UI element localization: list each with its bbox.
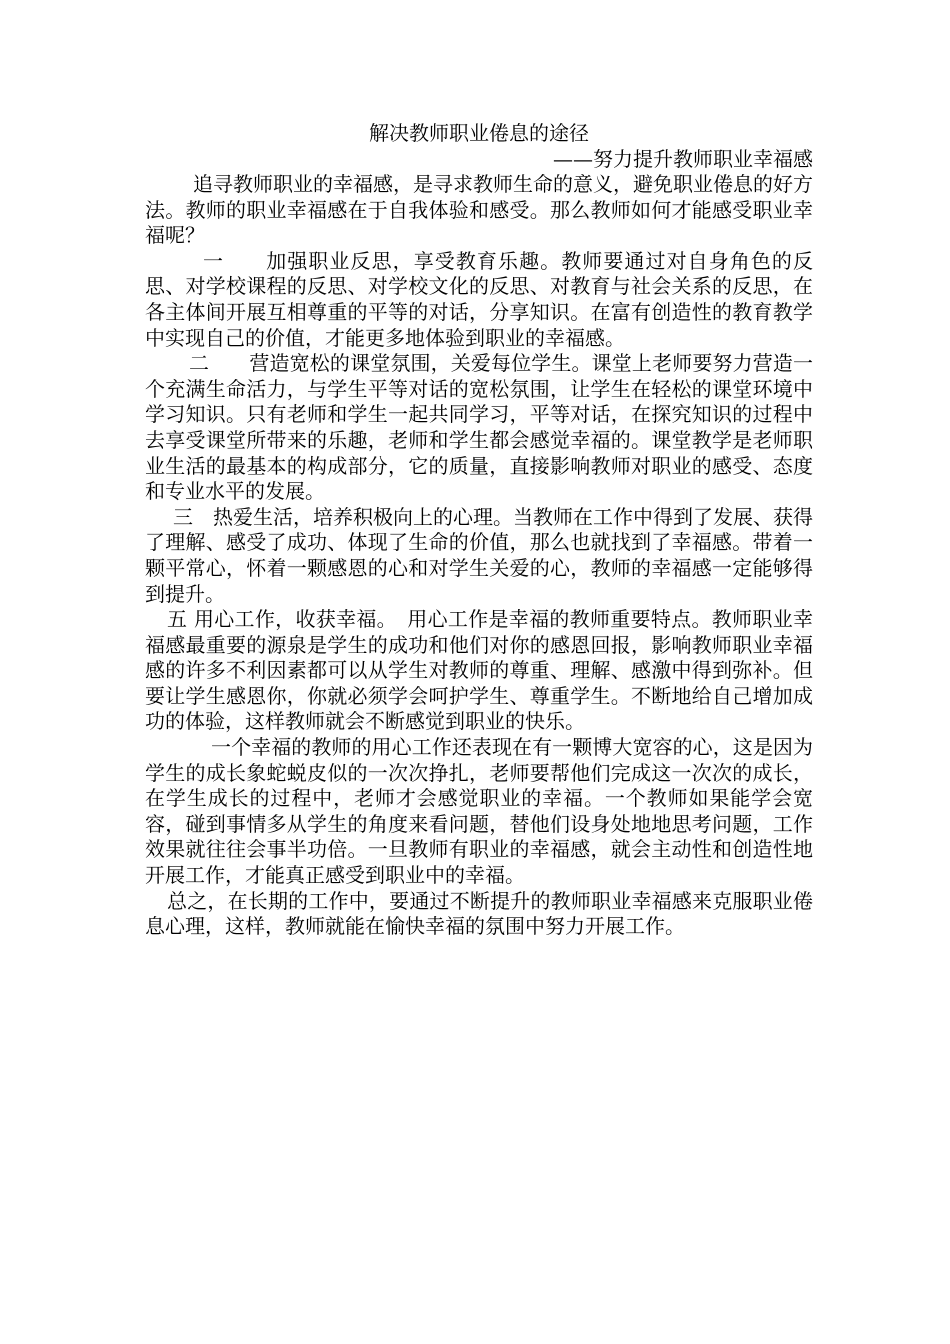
tolerance-paragraph: 一个幸福的教师的用心工作还表现在有一颗博大宽容的心，这是因为学生的成长象蛇蜕皮似的一次次挣扎，老师要帮他们完成这一次次的成长，在学生成长的过程中，老师才会感觉职业的幸福。一个教师如果能学会宽容，碰到事情多从学生的角度来看问题，替他们设身处地地思考问题，工作效果就往往会事半功倍。一旦教师有职业的幸福感，就会主动性和创造性地开展工作，才能真正感受到职业中的幸福。 (145, 735, 813, 888)
section-five-paragraph: 五 用心工作，收获幸福。 用心工作是幸福的教师重要特点。教师职业幸福感最重要的源泉是学生的成功和他们对你的感恩回报，影响教师职业幸福感的许多不利因素都可以从学生对教师的尊重、理解、感激中得到弥补。但要让学生感恩你，你就必须学会呵护学生、尊重学生。不断地给自己增加成功的体验，这样教师就会不断感觉到职业的快乐。 (145, 607, 813, 734)
section-one-paragraph: 一 加强职业反思，享受教育乐趣。教师要通过对自身角色的反思、对学校课程的反思、对学校文化的反思、对教育与社会关系的反思，在各主体间开展互相尊重的平等的对话，分享知识。在富有创造性的教育教学中实现自己的价值，才能更多地体验到职业的幸福感。 (145, 248, 813, 350)
document-subtitle: ——努力提升教师职业幸福感 (553, 147, 813, 171)
section-three-paragraph: 三 热爱生活，培养积极向上的心理。当教师在工作中得到了发展、获得了理解、感受了成功、体现了生命的价值，那么也就找到了幸福感。带着一颗平常心，怀着一颗感恩的心和对学生关爱的心，教师的幸福感一定能够得到提升。 (145, 504, 813, 606)
conclusion-paragraph: 总之，在长期的工作中，要通过不断提升的教师职业幸福感来克服职业倦息心理，这样，教师就能在愉快幸福的氛围中努力开展工作。 (145, 888, 813, 939)
intro-paragraph: 追寻教师职业的幸福感，是寻求教师生命的意义，避免职业倦息的好方法。教师的职业幸福感在于自我体验和感受。那么教师如何才能感受职业幸福呢？ (145, 172, 813, 248)
section-two-paragraph: 二 营造宽松的课堂氛围，关爱每位学生。课堂上老师要努力营造一个充满生命活力，与学生平等对话的宽松氛围，让学生在轻松的课堂环境中学习知识。只有老师和学生一起共同学习，平等对话，在探究知识的过程中去享受课堂所带来的乐趣，老师和学生都会感觉幸福的。课堂教学是老师职业生活的最基本的构成部分，它的质量，直接影响教师对职业的感受、态度和专业水平的发展。 (145, 351, 813, 504)
document-title: 解决教师职业倦息的途径 (369, 121, 589, 145)
document-page (145, 120, 813, 940)
